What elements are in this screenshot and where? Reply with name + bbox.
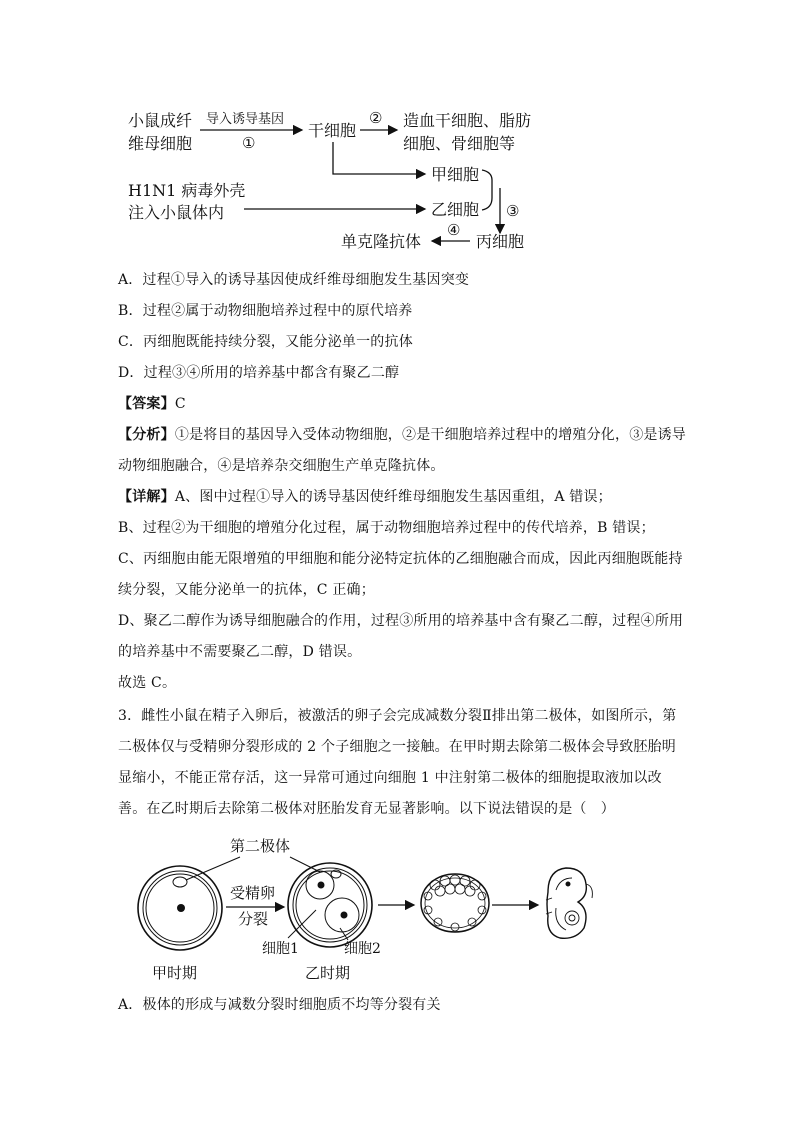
stage-b-embryo xyxy=(288,863,372,947)
cell2-pointer xyxy=(340,928,348,940)
analysis-tag: 【分析】 xyxy=(118,427,175,443)
polar-body-label: 第二极体 xyxy=(230,837,291,855)
arrow3-number: ③ xyxy=(506,202,520,220)
antibody-label: 单克隆抗体 xyxy=(341,232,422,251)
arrow-label-line1: 受精卵 xyxy=(230,884,276,902)
stem-cell-label: 干细胞 xyxy=(308,121,357,140)
blastocyst xyxy=(421,874,489,932)
arrow1-number: ① xyxy=(242,134,256,152)
product-label-2: 细胞、骨细胞等 xyxy=(403,134,516,153)
q3-stem-1: 3．雌性小鼠在精子入卵后，被激活的卵子会完成减数分裂Ⅱ排出第二极体，如图所示，第 xyxy=(118,708,677,724)
q3-option-a: A．极体的形成与减数分裂时细胞质不均等分裂有关 xyxy=(118,997,441,1013)
q2-detail-c1: C、丙细胞由能无限增殖的甲细胞和能分泌特定抗体的乙细胞融合而成，因此丙细胞既能持 xyxy=(118,551,683,567)
q2-detail-b: B、过程②为干细胞的增殖分化过程，属于动物细胞培养过程中的传代培养，B 错误； xyxy=(118,520,655,536)
polar-pointer-left xyxy=(186,857,240,880)
start-label-1: 小鼠成纤 xyxy=(128,111,193,130)
stage-a-zygote xyxy=(138,866,222,950)
arrow4-number: ④ xyxy=(447,221,461,239)
cell1-label: 细胞1 xyxy=(262,941,299,957)
cell-c-label: 丙细胞 xyxy=(476,232,525,251)
start-label-2: 维母细胞 xyxy=(128,134,193,153)
q3-stem-2: 二极体仅与受精卵分裂形成的 2 个子细胞之一接触。在甲时期去除第二极体会导致胚胎明 xyxy=(118,739,677,755)
cell-flow-diagram xyxy=(0,0,794,260)
cell1-pointer xyxy=(288,910,316,938)
cell2-label: 细胞2 xyxy=(344,941,381,957)
q2-analysis-line-1 xyxy=(118,425,686,445)
arrow2-number: ② xyxy=(369,109,383,127)
q2-detail-c2: 续分裂，又能分泌单一的抗体，C 正确； xyxy=(118,582,375,598)
stage-b-label: 乙时期 xyxy=(305,964,351,982)
arrow-label-line2: 分裂 xyxy=(238,910,269,928)
stage-a-label: 甲时期 xyxy=(152,964,198,982)
detail-tag: 【详解】 xyxy=(118,489,175,505)
answer-value: C xyxy=(174,396,186,412)
q3-stem-4: 善。在乙时期后去除第二极体对胚胎发育无显著影响。以下说法错误的是（ ） xyxy=(118,801,615,817)
virus-label-2: 注入小鼠体内 xyxy=(128,203,225,222)
detail-a-text: A、图中过程①导入的诱导基因使纤维母细胞发生基因重组，A 错误； xyxy=(174,489,612,505)
q2-detail-d2: 的培养基中不需要聚乙二醇，D 错误。 xyxy=(118,644,362,660)
answer-tag: 【答案】 xyxy=(118,396,175,412)
q2-detail-a xyxy=(118,487,612,507)
q2-option-b: B．过程②属于动物细胞培养过程中的原代培养 xyxy=(118,303,413,319)
q2-answer xyxy=(118,394,186,414)
q2-analysis-line-2: 动物细胞融合，④是培养杂交细胞生产单克隆抗体。 xyxy=(118,458,445,474)
q2-detail-d1: D、聚乙二醇作为诱导细胞融合的作用，过程③所用的培养基中含有聚乙二醇，过程④所用 xyxy=(118,613,684,629)
polar-pointer-right xyxy=(290,857,320,872)
q2-option-c: C．丙细胞既能持续分裂，又能分泌单一的抗体 xyxy=(118,334,413,350)
analysis-text-1: ①是将目的基因导入受体动物细胞，②是干细胞培养过程中的增殖分化，③是诱导 xyxy=(174,427,687,443)
q2-conclusion: 故选 C。 xyxy=(118,675,177,691)
cell-b-label: 乙细胞 xyxy=(431,200,480,219)
q2-option-d: D．过程③④所用的培养基中都含有聚乙二醇 xyxy=(118,365,400,381)
q2-option-a: A．过程①导入的诱导基因使成纤维母细胞发生基因突变 xyxy=(118,272,470,288)
cell-a-label: 甲细胞 xyxy=(431,165,480,184)
virus-label-1: H1N1 病毒外壳 xyxy=(128,181,246,200)
fusion-bracket xyxy=(482,170,492,210)
arrow1-label: 导入诱导基因 xyxy=(206,112,285,127)
fetus xyxy=(546,868,592,938)
product-label-1: 造血干细胞、脂肪 xyxy=(403,111,532,130)
q3-stem-3: 显缩小，不能正常存活，这一异常可通过向细胞 1 中注射第二极体的细胞提取液加以改 xyxy=(118,770,662,786)
